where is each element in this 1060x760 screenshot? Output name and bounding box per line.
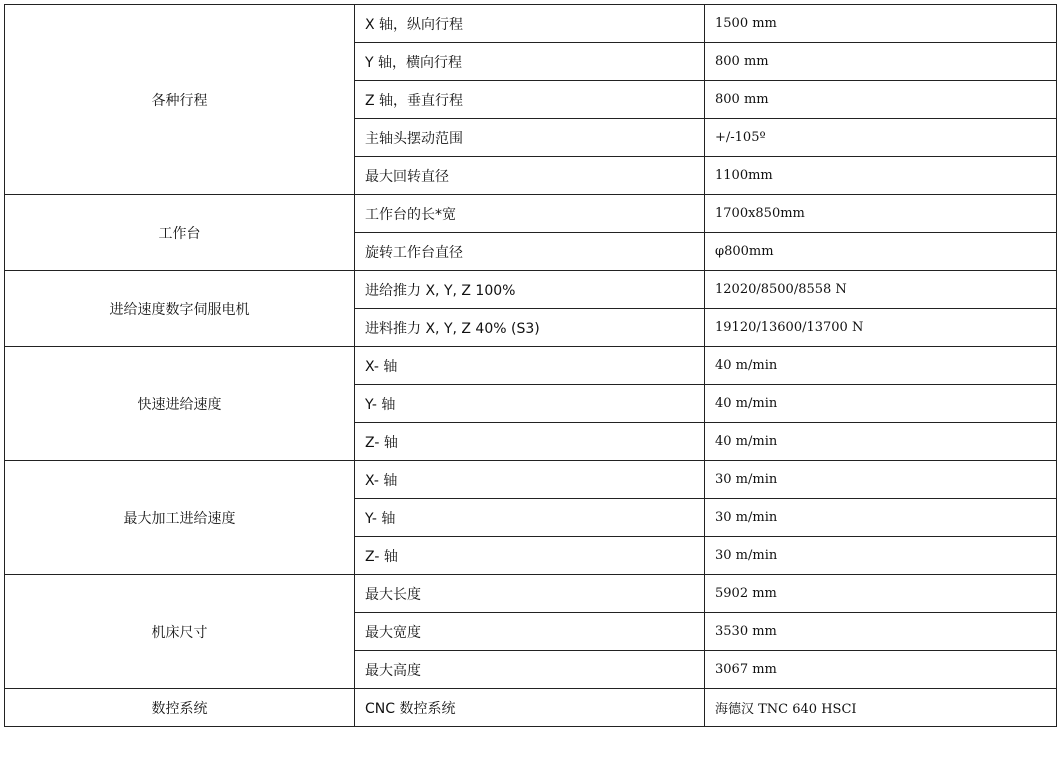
category-cell: 快速进给速度 — [5, 347, 355, 461]
value-cell: 30 m/min — [705, 461, 1057, 499]
category-cell: 工作台 — [5, 195, 355, 271]
category-cell: 各种行程 — [5, 5, 355, 195]
value-cell: 1100mm — [705, 157, 1057, 195]
item-cell: X- 轴 — [355, 347, 705, 385]
item-cell: 最大回转直径 — [355, 157, 705, 195]
value-cell: 40 m/min — [705, 385, 1057, 423]
item-cell: X 轴，纵向行程 — [355, 5, 705, 43]
category-cell: 机床尺寸 — [5, 575, 355, 689]
value-cell: +/-105º — [705, 119, 1057, 157]
table-row — [5, 347, 1057, 385]
table-row — [5, 689, 1057, 727]
value-cell: 30 m/min — [705, 499, 1057, 537]
category-cell: 最大加工进给速度 — [5, 461, 355, 575]
item-cell: Y- 轴 — [355, 385, 705, 423]
value-cell: 30 m/min — [705, 537, 1057, 575]
item-cell: 最大高度 — [355, 651, 705, 689]
value-cell: φ800mm — [705, 233, 1057, 271]
value-cell: 800 mm — [705, 43, 1057, 81]
category-cell: 进给速度数字伺服电机 — [5, 271, 355, 347]
item-cell: 最大宽度 — [355, 613, 705, 651]
value-cell: 12020/8500/8558 N — [705, 271, 1057, 309]
item-cell: X- 轴 — [355, 461, 705, 499]
item-cell: 进料推力 X, Y, Z 40% (S3) — [355, 309, 705, 347]
category-cell: 数控系统 — [5, 689, 355, 727]
table-row — [5, 575, 1057, 613]
item-cell: Y 轴，横向行程 — [355, 43, 705, 81]
value-cell: 5902 mm — [705, 575, 1057, 613]
item-cell: CNC 数控系统 — [355, 689, 705, 727]
table-row — [5, 5, 1057, 43]
item-cell: 工作台的长*宽 — [355, 195, 705, 233]
item-cell: Z- 轴 — [355, 537, 705, 575]
table-row — [5, 271, 1057, 309]
value-cell: 海德汉 TNC 640 HSCI — [705, 689, 1057, 727]
item-cell: 旋转工作台直径 — [355, 233, 705, 271]
spec-table — [4, 4, 1057, 727]
value-cell: 1700x850mm — [705, 195, 1057, 233]
value-cell: 3530 mm — [705, 613, 1057, 651]
value-cell: 40 m/min — [705, 347, 1057, 385]
item-cell: Z 轴，垂直行程 — [355, 81, 705, 119]
table-row — [5, 461, 1057, 499]
value-cell: 3067 mm — [705, 651, 1057, 689]
spec-table-body — [5, 5, 1057, 727]
value-cell: 800 mm — [705, 81, 1057, 119]
item-cell: 进给推力 X, Y, Z 100% — [355, 271, 705, 309]
value-cell: 40 m/min — [705, 423, 1057, 461]
item-cell: 最大长度 — [355, 575, 705, 613]
value-cell: 19120/13600/13700 N — [705, 309, 1057, 347]
item-cell: 主轴头摆动范围 — [355, 119, 705, 157]
item-cell: Z- 轴 — [355, 423, 705, 461]
item-cell: Y- 轴 — [355, 499, 705, 537]
table-row — [5, 195, 1057, 233]
value-cell: 1500 mm — [705, 5, 1057, 43]
